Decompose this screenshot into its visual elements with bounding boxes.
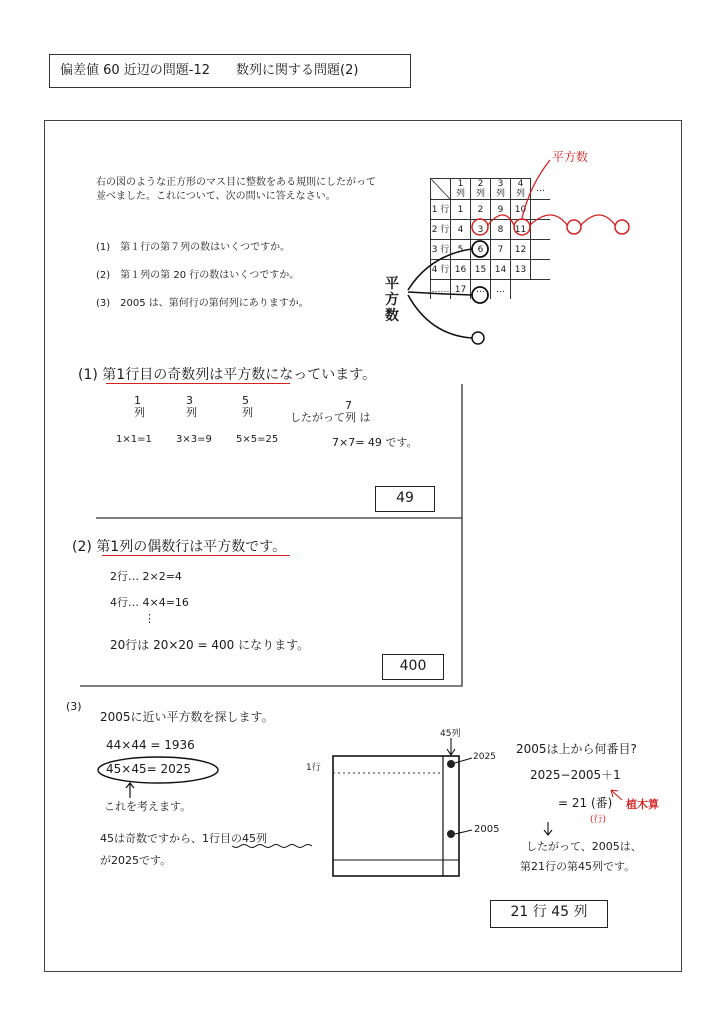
grid-cell: 15	[471, 260, 491, 280]
sol3-right-question: 2005は上から何番目?	[516, 742, 637, 756]
sol1-col7: 7 列 は	[345, 399, 371, 424]
leader-2005	[455, 830, 472, 834]
dot-2025	[447, 760, 455, 768]
grid-col-header: 1 列	[451, 179, 471, 200]
sol2-heading: (2) 第1列の偶数行は平方数です。	[72, 539, 287, 555]
sol1-calc: 5×5=25	[236, 434, 279, 445]
arrows-square-left	[408, 249, 472, 338]
sol2-line: ⋮	[144, 612, 155, 625]
sol3-note1: これを考えます。	[104, 800, 192, 813]
diagram-label-2025: 2025	[473, 752, 496, 762]
circle-16	[472, 287, 488, 303]
problem-intro: 右の図のような正方形のマス目に整数をある規則にしたがって並べました。これについて、次の問いに答えなさい。	[96, 177, 376, 202]
grid-cell: 17	[451, 280, 471, 300]
dot-2005	[447, 830, 455, 838]
grid-cell: 7	[491, 240, 511, 260]
sol3-calc2: 45×45= 2025	[106, 762, 192, 776]
sol2-line: 4行… 4×4=16	[110, 596, 189, 609]
grid-row-label: 2 行	[431, 220, 451, 240]
circle-4	[472, 241, 488, 257]
leader-2025	[455, 758, 472, 763]
diagram-square	[333, 756, 459, 876]
grid-col-header: 2 列	[471, 179, 491, 200]
sol1-calc: 1×1=1	[116, 434, 152, 445]
grid-cell: 2	[471, 200, 491, 220]
sol1-col-label: 3 列	[186, 394, 197, 419]
grid-cell: …	[491, 280, 511, 300]
sol3-plant-note: 植木算	[626, 798, 659, 811]
grid-cell: 12	[511, 240, 531, 260]
grid-cell: 5	[451, 240, 471, 260]
circle-1	[472, 219, 488, 235]
diagram-label-2005: 2005	[474, 824, 500, 835]
grid-cell: 11	[511, 220, 531, 240]
grid-cell: 16	[451, 260, 471, 280]
sol1-calc: 3×3=9	[176, 434, 212, 445]
sol2-answer-box: 400	[382, 654, 444, 680]
sol3-calc1: 44×44 = 1936	[106, 738, 195, 752]
question-2: (2) 第１列の第 20 行の数はいくつですか。	[96, 270, 300, 281]
grid-row-label: 1 行	[431, 200, 451, 220]
grid-row-label: 4 行	[431, 260, 451, 280]
sol3-heading: 2005に近い平方数を探します。	[100, 710, 274, 724]
sol1-col-label: 5 列	[242, 394, 253, 419]
sol3-conclusion-2: 第21行の第45列です。	[520, 860, 636, 873]
question-1: (1) 第１行の第７列の数はいくつですか。	[96, 242, 291, 253]
grid-cell: 8	[491, 220, 511, 240]
grid-cell: 4	[451, 220, 471, 240]
grid-cell: 10	[511, 200, 531, 220]
sol1-then: したがって	[290, 411, 345, 424]
arc-row1	[488, 215, 615, 225]
diagram-row-label: 1行	[306, 763, 321, 773]
sol3-right-row-note: (行)	[590, 815, 607, 825]
sol1-col-label: 1 列	[134, 394, 145, 419]
grid-cell: 1	[451, 200, 471, 220]
sol3-label: (3)	[66, 700, 82, 713]
sol3-note2: 45は奇数ですから、1行目の45列	[100, 832, 267, 845]
arrow-plant	[611, 790, 622, 800]
sol2-line: 20行は 20×20 = 400 になります。	[110, 638, 310, 652]
arrow-down-right	[544, 822, 552, 835]
arrow-45col	[447, 738, 455, 755]
circle-next-1	[567, 220, 581, 234]
circle-below	[472, 332, 484, 344]
page-title: 偏差値 60 近辺の問題-12 数列に関する問題(2)	[49, 54, 411, 88]
sol3-note3: が2025です。	[100, 854, 172, 867]
sol1-heading: (1) 第1行目の奇数列は平方数になっています。	[78, 367, 377, 383]
annot-square-number-left: 平方数	[385, 276, 399, 324]
grid-col-header: 3 列	[491, 179, 511, 200]
sol1-answer-box: 49	[375, 486, 435, 512]
grid-cell: …	[471, 280, 491, 300]
sol1-underline	[106, 383, 290, 384]
grid-cell: 6	[471, 240, 491, 260]
grid-col-header: …	[531, 179, 551, 200]
circle-9	[514, 219, 530, 235]
sol3-conclusion-1: したがって、2005は、	[526, 840, 642, 853]
diagram-col-label: 45列	[440, 729, 461, 739]
grid-cell: 14	[491, 260, 511, 280]
grid-row-label: 3 行	[431, 240, 451, 260]
sol1-calc7: 7×7= 49 です。	[332, 436, 418, 449]
grid-cell: 3	[471, 220, 491, 240]
sol3-right-calc: 2025−2005＋1	[530, 768, 621, 782]
grid-cell: 13	[511, 260, 531, 280]
sol2-line: 2行… 2×2=4	[110, 570, 182, 583]
sol3-right-result: = 21 (番)	[558, 796, 613, 810]
question-3: (3) 2005 は、第何行の第何列にありますか。	[96, 298, 309, 309]
grid-cell: 9	[491, 200, 511, 220]
sol3-answer-box: 21 行 45 列	[490, 900, 608, 928]
circle-next-2	[615, 220, 629, 234]
arrow-square-top	[522, 160, 550, 218]
sol2-underline	[102, 555, 290, 556]
grid-col-header: 4 列	[511, 179, 531, 200]
arrow-think	[126, 783, 134, 798]
grid-row-label: ……	[431, 280, 451, 300]
annot-square-number-top: 平方数	[552, 150, 589, 164]
